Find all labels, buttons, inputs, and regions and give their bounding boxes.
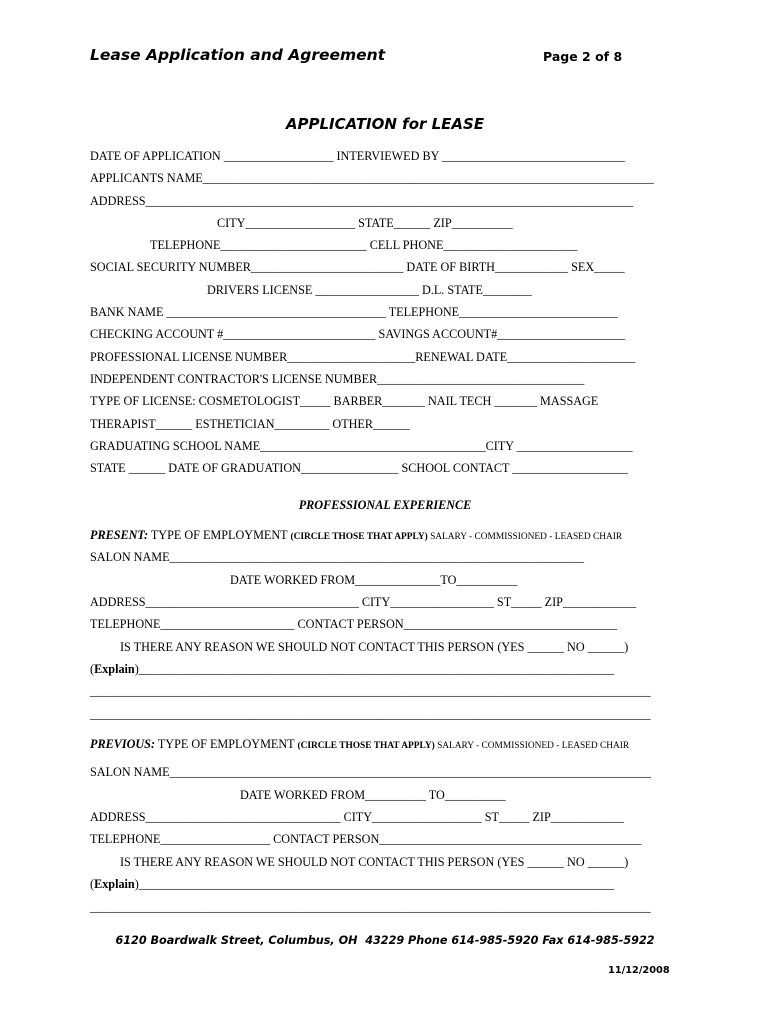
previous-salon-line: SALON NAME_______________________________________________________________________________	[90, 765, 651, 779]
date-interviewed-line: DATE OF APPLICATION __________________ INTERVIEWED BY ______________________________	[90, 149, 625, 163]
ssn-dob-sex-line: SOCIAL SECURITY NUMBER_________________________ DATE OF BIRTH____________ SEX_____	[90, 260, 625, 274]
page-number: Page 2 of 8	[543, 49, 623, 64]
previous-explain-line: (Explain)______________________________________________________________________________	[90, 877, 615, 891]
previous-options: SALARY - COMMISSIONED - LEASED CHAIR	[434, 741, 630, 751]
footer-address: 6120 Boardwalk Street, Columbus, OH 43229 Phone 614-985-5920 Fax 614-985-5922	[115, 934, 655, 947]
document-title: Lease Application and Agreement	[90, 46, 386, 64]
bank-line: BANK NAME ____________________________________ TELEPHONE__________________________	[90, 305, 618, 319]
present-type-label: TYPE OF EMPLOYMENT	[148, 528, 291, 542]
previous-dates-line: DATE WORKED FROM__________ TO__________	[240, 788, 506, 802]
previous-type-label: TYPE OF EMPLOYMENT	[155, 737, 298, 751]
professional-experience-heading: PROFESSIONAL EXPERIENCE	[298, 498, 472, 512]
present-explain-label: Explain	[94, 662, 135, 676]
previous-blank-line-1: ____________________________________________________________________________________________	[90, 900, 651, 914]
present-blank-line-2: ____________________________________________________________________________________________	[90, 707, 651, 721]
present-address-line: ADDRESS___________________________________ CITY_________________ ST_____ ZIP____________	[90, 595, 637, 609]
applicant-name-line: APPLICANTS NAME__________________________________________________________________________	[90, 171, 654, 185]
professional-license-line: PROFESSIONAL LICENSE NUMBER_____________________RENEWAL DATE_____________________	[90, 350, 636, 364]
present-reason-line: IS THERE ANY REASON WE SHOULD NOT CONTACT THIS PERSON (YES ______ NO ______)	[120, 640, 629, 654]
drivers-license-line: DRIVERS LICENSE _________________ D.L. STATE________	[207, 283, 532, 297]
contractor-license-line: INDEPENDENT CONTRACTOR'S LICENSE NUMBER__________________________________	[90, 372, 585, 386]
footer-date: 11/12/2008	[608, 965, 670, 976]
previous-circle-note: (CIRCLE THOSE THAT APPLY)	[297, 741, 435, 751]
graduation-line: STATE ______ DATE OF GRADUATION________________ SCHOOL CONTACT ___________________	[90, 461, 629, 475]
previous-reason-line: IS THERE ANY REASON WE SHOULD NOT CONTACT THIS PERSON (YES ______ NO ______)	[120, 855, 629, 869]
city-state-zip-line: CITY__________________ STATE______ ZIP__________	[217, 216, 513, 230]
present-dates-line: DATE WORKED FROM______________TO__________	[230, 573, 518, 587]
present-label: PRESENT:	[90, 528, 149, 542]
present-options: SALARY - COMMISSIONED - LEASED CHAIR	[427, 532, 623, 542]
present-explain-rest: )______________________________________________________________________________	[134, 662, 615, 676]
previous-explain-rest: )______________________________________________________________________________	[134, 877, 615, 891]
previous-employment-line	[90, 737, 629, 752]
form-title: APPLICATION for LEASE	[285, 115, 485, 133]
previous-label: PREVIOUS:	[90, 737, 156, 751]
present-telephone-line: TELEPHONE______________________ CONTACT PERSON___________________________________	[90, 617, 617, 631]
license-type-line-2: THERAPIST______ ESTHETICIAN_________ OTHER______	[90, 417, 410, 431]
license-type-line: TYPE OF LICENSE: COSMETOLOGIST_____ BARBER_______ NAIL TECH _______ MASSAGE	[90, 394, 599, 408]
present-blank-line-1: ____________________________________________________________________________________________	[90, 684, 651, 698]
present-explain-line: (Explain)______________________________________________________________________________	[90, 662, 615, 676]
address-line: ADDRESS________________________________________________________________________________	[90, 194, 634, 208]
present-employment-line	[90, 528, 622, 543]
previous-address-line: ADDRESS________________________________ CITY__________________ ST_____ ZIP____________	[90, 810, 624, 824]
telephone-line: TELEPHONE________________________ CELL PHONE______________________	[150, 238, 578, 252]
school-line: GRADUATING SCHOOL NAME_____________________________________CITY ___________________	[90, 439, 633, 453]
present-salon-line: SALON NAME____________________________________________________________________	[90, 550, 584, 564]
present-circle-note: (CIRCLE THOSE THAT APPLY)	[290, 532, 428, 542]
accounts-line: CHECKING ACCOUNT #_________________________ SAVINGS ACCOUNT#_____________________	[90, 327, 626, 341]
previous-explain-label: Explain	[94, 877, 135, 891]
previous-telephone-line: TELEPHONE__________________ CONTACT PERSON___________________________________________	[90, 832, 642, 846]
